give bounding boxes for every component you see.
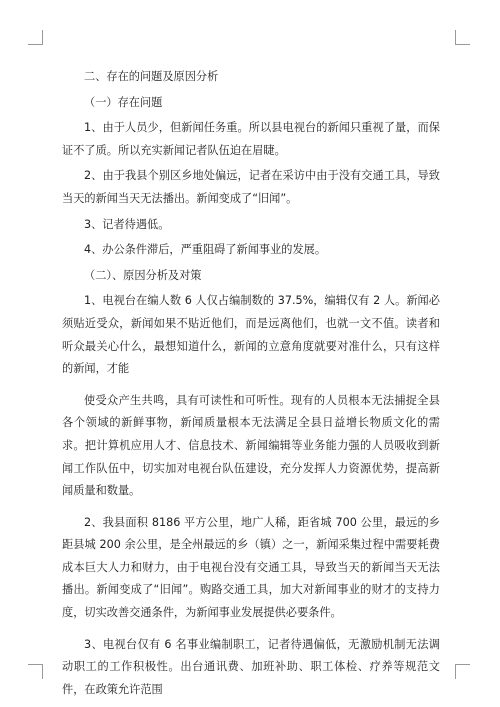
paragraph-analysis-3: 3、电视台仅有 6 名事业编制职工，记者待遇偏低，无激励机制无法调动职工的工作积极性。出台通讯费、加班补助、职工体检、疗养等规范文件，在政策允许范围 (62, 637, 440, 696)
subheading-analysis: （二）、原因分析及对策 (84, 268, 202, 282)
paragraph-problem-3: 3、记者待遇低。 (84, 217, 170, 231)
subheading-existing-problems: （一）存在问题 (84, 95, 163, 109)
crop-mark-top-right (455, 30, 470, 45)
paragraph-analysis-1: 1、电视台在编人数 6 人仅占编制数的 37.5%，编辑仅有 2 人。新闻必须贴近受众，新闻如果不贴近他们，而是远离他们，也就一文不值。读者和听众最关心什么，最想知道什么，新闻的立意角度就要对准什么，只有这样的新闻，才能 (62, 294, 440, 376)
paragraph-problem-1: 1、由于人员少，但新闻任务重。所以县电视台的新闻只重视了量，而保证不了质。所以充实新闻记者队伍迫在眉睫。 (62, 121, 440, 157)
paragraph-analysis-2: 2、我县面积 8186 平方公里，地广人稀，距省城 700 公里，最远的乡距县城 200 余公里，是全州最远的乡（镇）之一，新闻采集过程中需要耗费成本巨大人力和财力，由于电视台没有交通工具，导致当天的新闻当天无法播出。新闻变成了“旧闻”。购路交通工具，加大对新闻事业的财才的支持力度，切实改善交通条件，为新闻事业发展提供必要条件。 (62, 515, 440, 620)
paragraph-problem-4: 4、办公条件滞后，严重阻碍了新闻事业的发展。 (84, 243, 327, 257)
paragraph-problem-2: 2、由于我县个别区乡地处偏远，记者在采访中由于没有交通工具，导致当天的新闻当天无法播出。新闻变成了“旧闻”。 (62, 169, 440, 205)
section-heading-problems: 二、存在的问题及原因分析 (84, 70, 219, 83)
paragraph-analysis-1-continued: 使受众产生共鸣，具有可读性和可听性。现有的人员根本无法捕捉全县各个领域的新鲜事物，新闻质量根本无法满足全县日益增长物质文化的需求。把计算机应用人才、信息技术、新闻编辑等业务能力强的人员吸收到新闻工作队伍中，切实加对电视台队伍建设，充分发挥人力资源优势，提高新闻质量和数量。 (62, 393, 440, 498)
document-body (62, 66, 440, 701)
crop-mark-bottom-right (455, 664, 470, 679)
crop-mark-top-left (28, 30, 43, 45)
crop-mark-bottom-left (28, 664, 43, 679)
